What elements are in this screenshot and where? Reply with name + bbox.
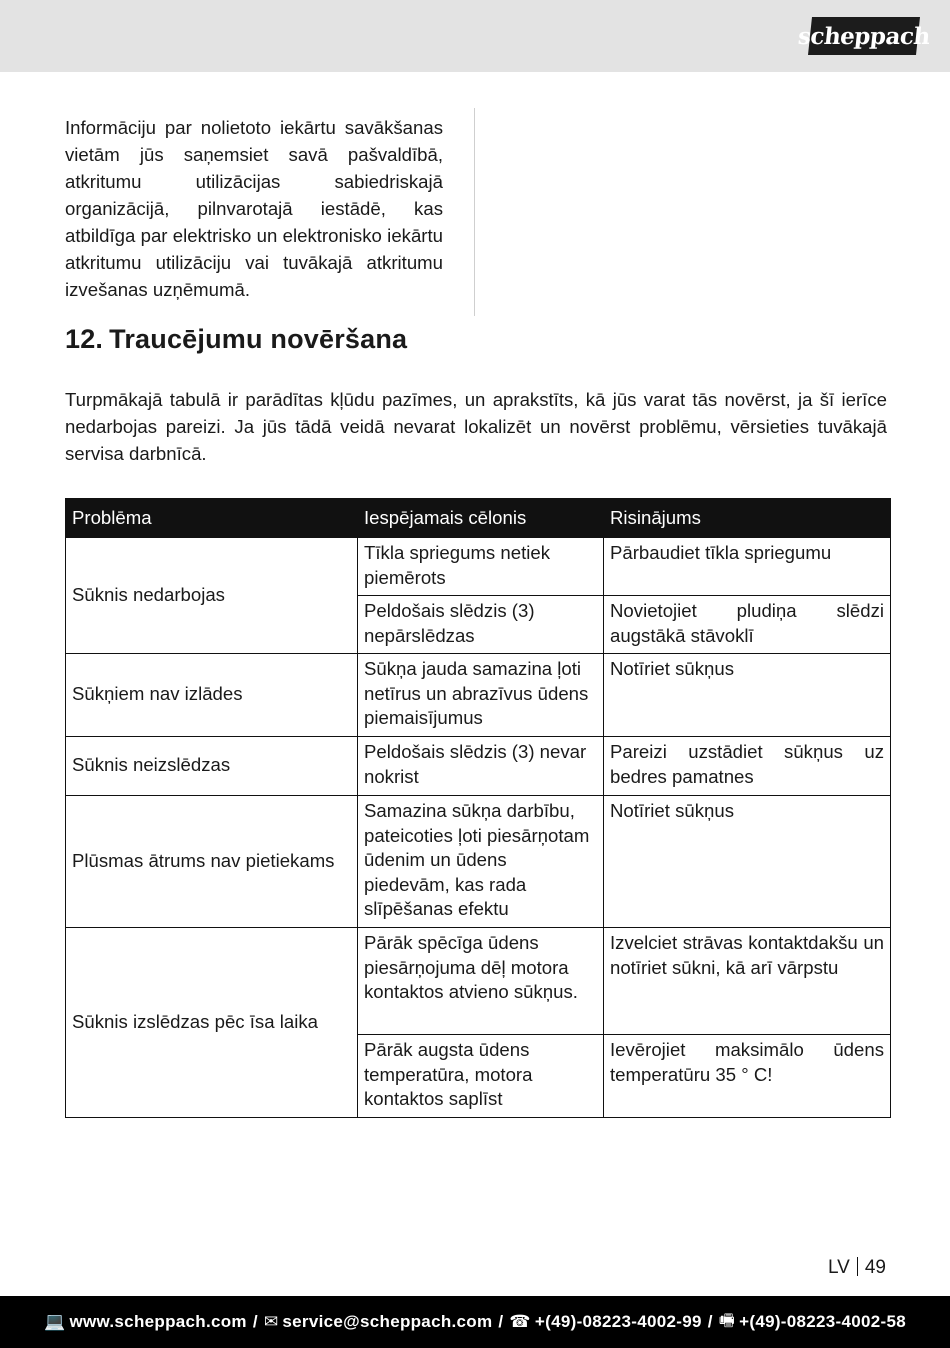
header-problem: Problēma	[66, 499, 358, 538]
phone-icon: ☎	[509, 1312, 531, 1331]
page-number	[828, 1257, 886, 1279]
mail-icon: ✉	[263, 1312, 279, 1331]
footer-separator: /	[252, 1312, 258, 1331]
table-row	[66, 737, 891, 796]
computer-icon: 💻	[44, 1312, 66, 1331]
intro-paragraph: Informāciju par nolietoto iekārtu savākšanas vietām jūs saņemsiet savā pašvaldībā, atkritumu utilizācijas sabiedriskajā organizācijā, pilnvarotajā iestādē, kas atbildīga par elektrisko un elektronisko iekārtu atkritumu utilizāciju vai tuvākajā atkritumu izvešanas uzņēmumā.	[65, 117, 443, 300]
section-paragraph: Turpmākajā tabulā ir parādītas kļūdu pazīmes, un aprakstīts, kā jūs varat tās novērst, ja šī ierīce nedarbojas pareizi. Ja jūs tādā veidā nevarat lokalizēt un novērst problēmu, vērsieties tuvākajā servisa darbnīcā.	[65, 389, 887, 464]
footer-phone[interactable]: +(49)-08223-4002-99	[534, 1312, 702, 1331]
table-row	[66, 538, 891, 596]
footer-separator: /	[498, 1312, 504, 1331]
footer-website[interactable]: www.scheppach.com	[69, 1312, 247, 1331]
problem-cell: Plūsmas ātrums nav pietiekams	[66, 796, 358, 928]
cause-cell: Samazina sūkņa darbību, pateicoties ļoti piesārņotam ūdenim un ūdens piedevām, kas rada slīpēšanas efektu	[358, 796, 604, 928]
header-bar	[0, 0, 950, 72]
cause-cell: Peldošais slēdzis (3) nevar nokrist	[358, 737, 604, 796]
cause-cell: Peldošais slēdzis (3) nepārslēdzas	[358, 596, 604, 654]
section-title: Traucējumu novēršana	[109, 324, 408, 354]
header-solution: Risinājums	[604, 499, 891, 538]
table-row	[66, 654, 891, 737]
solution-cell: Notīriet sūkņus	[604, 796, 891, 928]
page-language: LV	[828, 1257, 850, 1278]
cause-cell: Pārāk spēcīga ūdens piesārņojuma dēļ motora kontaktos atvieno sūkņus.	[358, 928, 604, 1035]
cause-cell: Tīkla spriegums netiek piemērots	[358, 538, 604, 596]
footer-separator: /	[707, 1312, 713, 1331]
table-header-row	[66, 499, 891, 538]
solution-cell: Pareizi uzstādiet sūkņus uz bedres pamatnes	[604, 737, 891, 796]
section-number: 12.	[65, 324, 104, 354]
scheppach-logo: scheppach	[808, 17, 920, 55]
page-number-separator	[857, 1257, 858, 1276]
problem-cell: Sūkņiem nav izlādes	[66, 654, 358, 737]
footer-fax: +(49)-08223-4002-58	[739, 1312, 906, 1331]
cause-cell: Pārāk augsta ūdens temperatūra, motora kontaktos saplīst	[358, 1035, 604, 1118]
footer-email[interactable]: service@scheppach.com	[282, 1312, 493, 1331]
page-number-value: 49	[864, 1257, 886, 1278]
header-cause: Iespējamais cēlonis	[358, 499, 604, 538]
footer-bar	[0, 1296, 950, 1348]
solution-cell: Notīriet sūkņus	[604, 654, 891, 737]
table-row	[66, 796, 891, 928]
problem-cell: Sūknis nedarbojas	[66, 538, 358, 654]
solution-cell: Pārbaudiet tīkla spriegumu	[604, 538, 891, 596]
column-divider	[474, 108, 475, 316]
cause-cell: Sūkņa jauda samazina ļoti netīrus un abrazīvus ūdens piemaisījumus	[358, 654, 604, 737]
problem-cell: Sūknis izslēdzas pēc īsa laika	[66, 928, 358, 1118]
troubleshooting-table	[65, 498, 891, 1118]
solution-cell: Novietojiet pludiņa slēdzi augstākā stāvoklī	[604, 596, 891, 654]
fax-icon: 🖷	[718, 1310, 736, 1330]
section-heading	[65, 324, 407, 355]
solution-cell: Ievērojiet maksimālo ūdens temperatūru 35 ° C!	[604, 1035, 891, 1118]
solution-cell: Izvelciet strāvas kontaktdakšu un notīriet sūkni, kā arī vārpstu	[604, 928, 891, 1035]
table-row	[66, 928, 891, 1035]
problem-cell: Sūknis neizslēdzas	[66, 737, 358, 796]
